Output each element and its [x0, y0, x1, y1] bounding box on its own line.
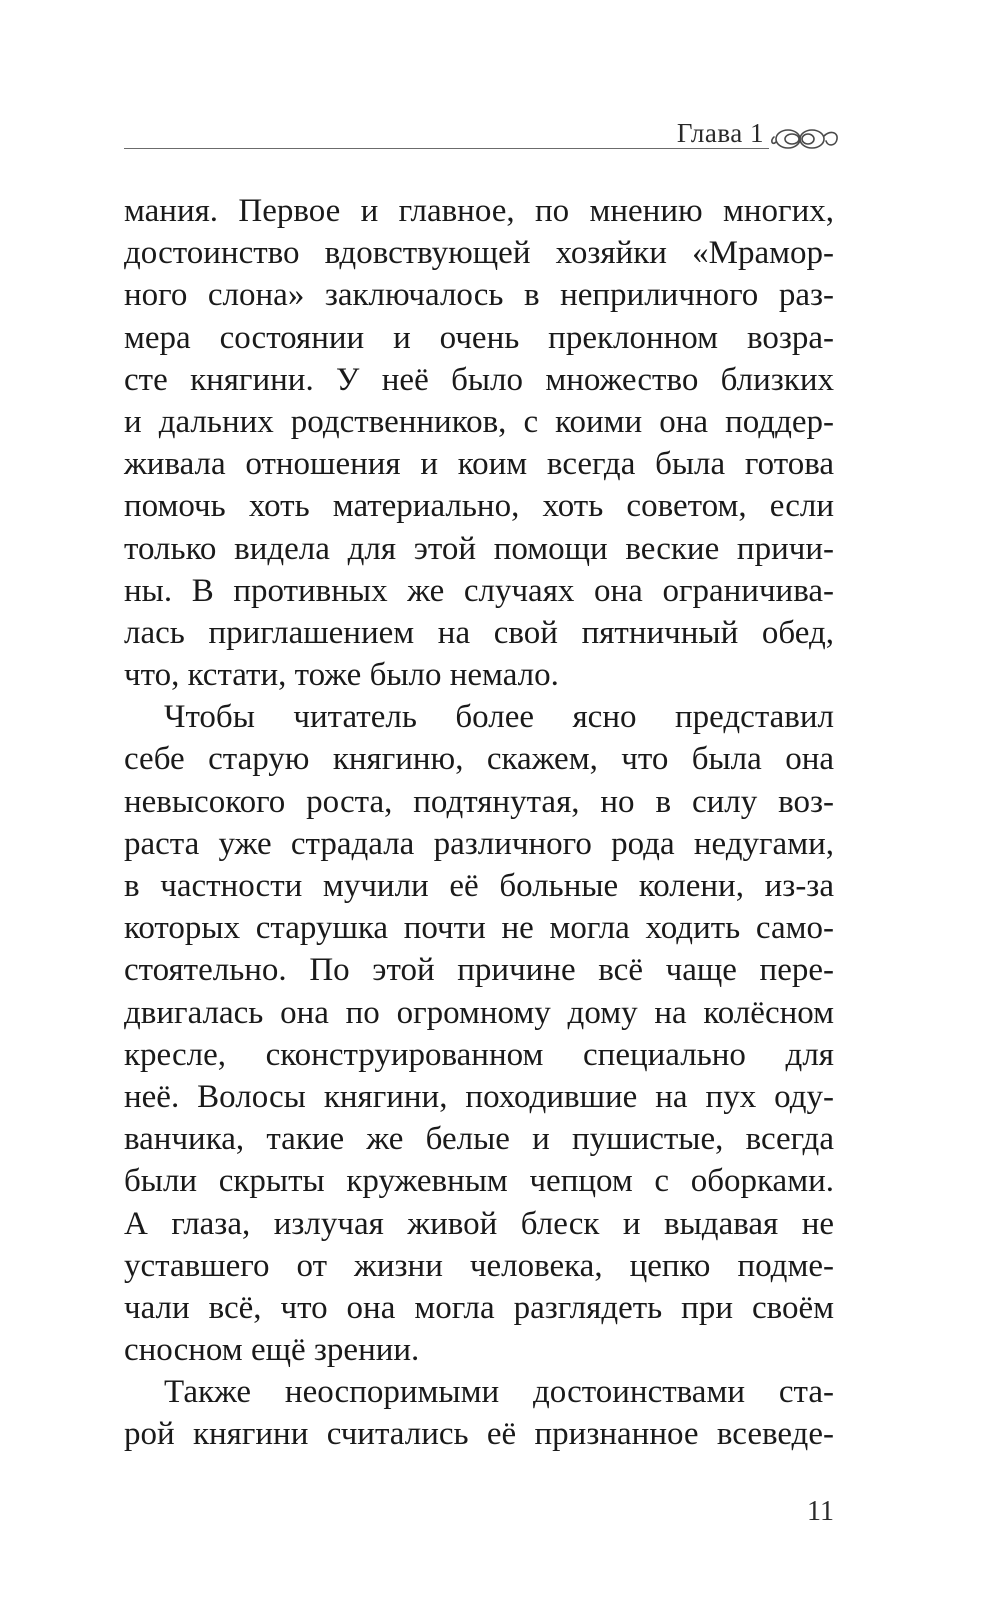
text-line: только видела для этой помощи веские причи- — [124, 530, 834, 567]
text-line: невысокого роста, подтянутая, но в силу воз- — [124, 783, 834, 820]
text-line: кресле, сконструированном специально для — [124, 1036, 834, 1073]
chapter-label: Глава 1 — [676, 118, 764, 148]
text-line: неё. Волосы княгини, походившие на пух оду- — [124, 1078, 834, 1115]
text-line: что, кстати, тоже было немало. — [124, 657, 559, 694]
text-line: Также неоспоримыми достоинствами ста- — [164, 1374, 834, 1411]
text-line: сносном ещё зрении. — [124, 1332, 420, 1369]
page-number: 11 — [807, 1496, 834, 1527]
text-line: были скрыты кружевным чепцом с оборками. — [124, 1163, 834, 1200]
text-line: сте княгини. У неё было множество близких — [124, 361, 834, 398]
text-line: А глаза, излучая живой блеск и выдавая не — [124, 1205, 834, 1242]
text-line: чали всё, что она могла разглядеть при своём — [124, 1289, 834, 1326]
decorative-swirl-icon — [768, 122, 840, 156]
text-line: достоинство вдовствующей хозяйки «Мрамор- — [124, 235, 834, 272]
text-line: Чтобы читатель более ясно представил — [164, 699, 834, 736]
text-line: раста уже страдала различного рода недугами, — [124, 825, 834, 862]
text-line: себе старую княгиню, скажем, что была она — [124, 741, 834, 778]
text-line: ны. В противных же случаях она ограничива- — [124, 572, 834, 609]
text-line: мания. Первое и главное, по мнению многих, — [124, 193, 834, 229]
text-line: лась приглашением на свой пятничный обед, — [124, 614, 834, 651]
text-line: стоятельно. По этой причине всё чаще пере- — [124, 952, 834, 989]
text-line: двигалась она по огромному дому на колёсном — [124, 994, 834, 1031]
text-line: рой княгини считались её признанное всеведе- — [124, 1416, 834, 1453]
text-line: ванчика, такие же белые и пушистые, всегда — [124, 1121, 834, 1158]
text-line: которых старушка почти не могла ходить само- — [124, 910, 834, 947]
running-head — [124, 118, 840, 158]
page-body-text — [124, 190, 834, 1456]
text-line: помочь хоть материально, хоть советом, если — [124, 488, 834, 525]
header-rule — [124, 148, 769, 149]
text-line: мера состоянии и очень преклонном возра- — [124, 319, 834, 356]
text-line: живала отношения и коим всегда была готова — [124, 446, 834, 483]
text-line: и дальних родственников, с коими она поддер- — [124, 403, 834, 440]
text-line: в частности мучили её больные колени, из-за — [124, 868, 834, 904]
text-line: ного слона» заключалось в неприличного раз- — [124, 277, 834, 314]
text-line: уставшего от жизни человека, цепко подме- — [124, 1247, 834, 1284]
